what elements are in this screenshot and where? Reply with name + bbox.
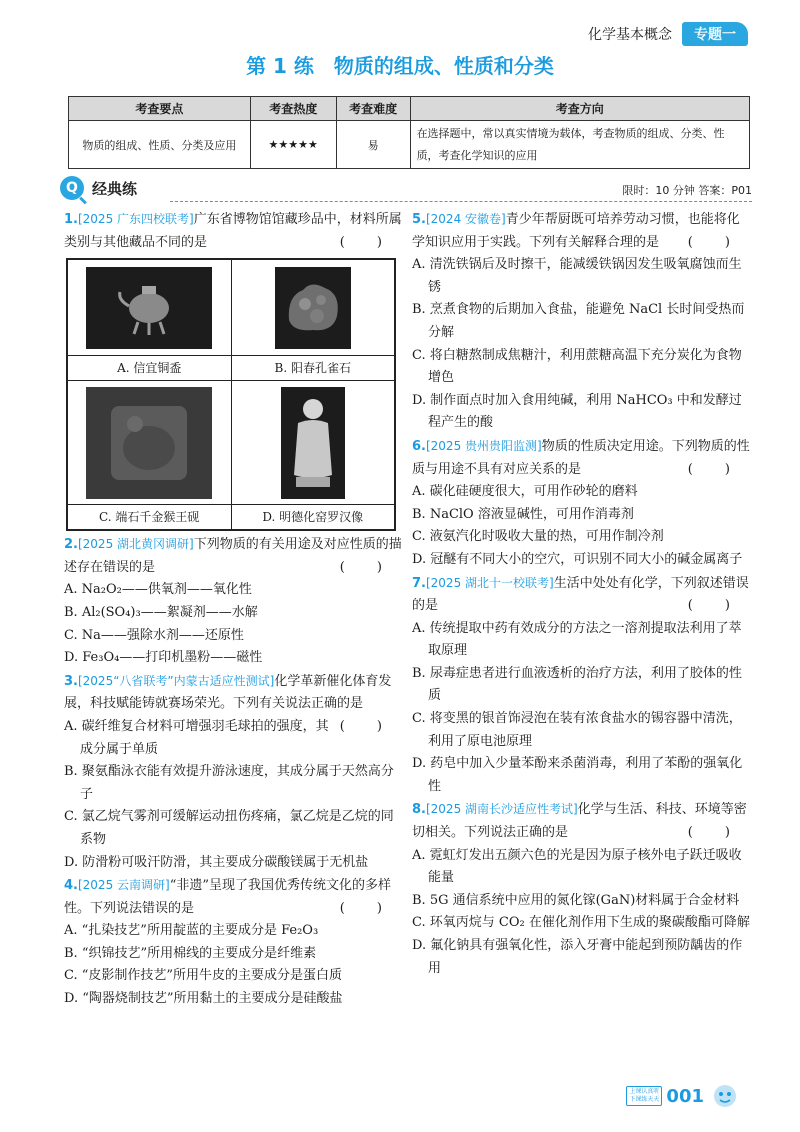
option-d: D. 氟化钠具有强氧化性，添入牙膏中能起到预防龋齿的作用 <box>412 938 743 976</box>
exam-heat-cell: ★★★★★ <box>250 121 336 169</box>
title-number: 第 1 练 <box>246 54 314 78</box>
option-c: C. 液氨汽化时吸收大量的热，可用作制冷剂 <box>412 529 664 545</box>
option-d: D. 药皂中加入少量苯酚来杀菌消毒，利用了苯酚的强氧化性 <box>412 756 743 794</box>
option-d: D. 冠醚有不同大小的空穴，可识别不同大小的碱金属离子 <box>412 551 743 567</box>
question-1 <box>64 208 402 531</box>
question-5 <box>412 208 750 435</box>
question-2 <box>64 533 402 670</box>
question-stem: 青少年帮厨既可培养劳动习惯，也能将化学知识应用于实践。下列有关解释合理的是 <box>412 212 740 250</box>
answer-blank: ( ) <box>339 718 396 734</box>
mascot-logo-icon <box>708 1082 742 1110</box>
question-4 <box>64 874 402 1011</box>
option-d: D. 制作面点时加入食用纯碱，利用 NaHCO₃ 中和发酵过程产生的酸 <box>412 392 742 431</box>
option-d: D. Fe₃O₄——打印机墨粉——磁性 <box>64 650 263 666</box>
option-c: C. 将白糖熬制成焦糖汁，利用蔗糖高温下充分炭化为食物增色 <box>412 347 742 386</box>
question-source: [2025“八省联考”内蒙古适应性测试] <box>77 673 275 688</box>
option-b: B. NaClO 溶液显碱性，可用作消毒剂 <box>412 506 634 522</box>
table-header: 考查要点 <box>69 97 251 121</box>
malachite-icon <box>281 276 345 340</box>
section-label: 经典练 <box>92 180 138 198</box>
option-c: C. 氯乙烷气雾剂可缓解运动扭伤疼痛，氯乙烷是乙烷的同系物 <box>64 809 394 847</box>
malachite-photo <box>275 267 351 349</box>
answer-blank: ( ) <box>687 234 744 250</box>
table-header: 考查难度 <box>336 97 410 121</box>
subject-label: 化学基本概念 <box>588 27 672 43</box>
arhat-statue-photo <box>281 387 345 499</box>
exam-info-table <box>68 96 750 169</box>
question-number: 5. <box>412 212 426 227</box>
page-header <box>588 22 748 46</box>
option-c: C. “皮影制作技艺”所用牛皮的主要成分是蛋白质 <box>64 968 343 984</box>
question-stem: 物质的性质决定用途。下列物质的性质与用途不具有对应关系的是 <box>412 438 750 477</box>
question-number: 8. <box>412 802 426 818</box>
option-b: B. 尿毒症患者进行血液透析的治疗方法，利用了胶体的性质 <box>412 665 742 704</box>
answer-blank: ( ) <box>687 598 744 614</box>
option-a: A. 碳化硅硬度很大，可用作砂轮的磨料 <box>412 484 638 500</box>
section-meta: 限时：10 分钟 答案：P01 <box>622 184 752 197</box>
artifact-caption: C. 端石千金猴王砚 <box>99 510 200 525</box>
arhat-statue-icon <box>288 393 338 493</box>
option-d: D. 防滑粉可吸汗防滑，其主要成分碳酸镁属于无机盐 <box>64 854 369 870</box>
option-c: C. 环氧丙烷与 CO₂ 在催化剂作用下生成的聚碳酸酯可降解 <box>412 915 750 931</box>
question-stem: 下列物质的有关用途及对应性质的描述存在错误的是 <box>64 537 402 575</box>
question-source: [2024 安徽卷] <box>425 212 506 226</box>
option-b: B. 聚氨酯泳衣能有效提升游泳速度，其成分属于天然高分子 <box>64 764 394 802</box>
page-title <box>0 50 800 79</box>
artifact-caption: B. 阳春孔雀石 <box>274 361 351 376</box>
answer-blank: ( ) <box>687 825 744 841</box>
exam-direction-cell: 在选择题中，常以真实情境为载体，考查物质的组成、分类、性质，考查化学知识的应用 <box>410 121 749 169</box>
exam-difficulty-cell: 易 <box>336 121 410 169</box>
question-number: 1. <box>64 212 78 227</box>
section-divider <box>170 201 752 202</box>
question-number: 7. <box>412 575 426 591</box>
page-number: 001 <box>666 1085 704 1107</box>
exam-point-cell: 物质的组成、性质、分类及应用 <box>69 121 251 169</box>
section-header <box>60 176 752 202</box>
bronze-vessel-icon <box>114 278 184 338</box>
option-a: A. “扎染技艺”所用靛蓝的主要成分是 Fe₂O₃ <box>64 923 319 939</box>
answer-blank: ( ) <box>339 234 396 250</box>
question-source: [2025 贵州贵阳监测] <box>425 438 542 453</box>
table-row <box>69 121 750 169</box>
option-b: B. Al₂(SO₄)₃——絮凝剂——水解 <box>64 604 258 620</box>
left-column <box>64 208 402 1011</box>
option-c: C. 将变黑的银首饰浸泡在装有浓食盐水的锡容器中清洗，利用了原电池原理 <box>412 711 742 749</box>
question-stem: 化学与生活、科技、环境等密切相关。下列说法正确的是 <box>412 802 747 841</box>
option-d: D. “陶器烧制技艺”所用黏土的主要成分是硅酸盐 <box>64 991 343 1007</box>
inkstone-icon <box>99 398 199 488</box>
artifact-grid <box>66 258 396 531</box>
question-stem: 生活中处处有化学，下列叙述错误的是 <box>412 575 749 614</box>
title-text: 物质的组成、性质和分类 <box>333 54 554 78</box>
question-stem: “非遗”呈现了我国优秀传统文化的多样性。下列说法错误的是 <box>64 878 391 916</box>
question-source: [2025 湖北十一校联考] <box>425 575 554 590</box>
option-b: B. 烹煮食物的后期加入食盐，能避免 NaCl 长时间受热而分解 <box>412 302 745 340</box>
question-7 <box>412 572 750 799</box>
question-source: [2025 云南调研] <box>77 878 170 893</box>
question-source: [2025 湖北黄冈调研] <box>77 537 194 552</box>
artifact-caption: A. 信宜铜盉 <box>117 361 182 376</box>
answer-blank: ( ) <box>339 559 396 575</box>
inkstone-photo <box>86 387 212 499</box>
option-a: A. 清洗铁锅后及时擦干，能减缓铁锅因发生吸氧腐蚀而生锈 <box>412 257 742 295</box>
option-a: A. Na₂O₂——供氧剂——氧化性 <box>64 582 252 598</box>
option-a: A. 霓虹灯发出五颜六色的光是因为原子核外电子跃迁吸收能量 <box>412 847 742 886</box>
question-source: [2025 广东四校联考] <box>77 212 194 226</box>
right-column <box>412 208 750 980</box>
bronze-vessel-photo <box>86 267 212 349</box>
question-stem: 广东省博物馆馆藏珍品中，材料所属类别与其他藏品不同的是 <box>64 212 402 250</box>
table-header: 考查热度 <box>250 97 336 121</box>
question-6 <box>412 435 750 572</box>
answer-blank: ( ) <box>687 461 744 477</box>
question-number: 4. <box>64 878 78 894</box>
option-b: B. 5G 通信系统中应用的氮化镓(GaN)材料属于合金材料 <box>412 892 740 908</box>
question-stem: 化学革新催化体育发展，科技赋能铸就赛场荣光。下列有关说法正确的是 <box>64 673 392 712</box>
option-a: A. 碳纤维复合材料可增强羽毛球拍的强度，其成分属于单质 <box>64 718 329 757</box>
artifact-caption: D. 明德化窑罗汉像 <box>262 510 364 525</box>
question-3 <box>64 670 402 874</box>
answer-blank: ( ) <box>339 900 396 916</box>
page-footer <box>626 1082 742 1110</box>
question-source: [2025 湖南长沙适应性考试] <box>425 802 578 817</box>
question-8 <box>412 798 750 980</box>
table-header: 考查方向 <box>410 97 749 121</box>
option-b: B. “织锦技艺”所用棉线的主要成分是纤维素 <box>64 945 317 961</box>
option-c: C. Na——强除水剂——还原性 <box>64 627 244 643</box>
question-number: 3. <box>64 673 78 689</box>
question-number: 2. <box>64 537 78 553</box>
magnifier-icon: Q <box>60 176 84 200</box>
question-number: 6. <box>412 438 426 454</box>
footer-slogan: 上课认真听 下课练天天 <box>626 1086 662 1106</box>
option-a: A. 传统提取中药有效成分的方法之一溶剂提取法利用了萃取原理 <box>412 620 742 659</box>
topic-tab: 专题一 <box>682 22 748 46</box>
